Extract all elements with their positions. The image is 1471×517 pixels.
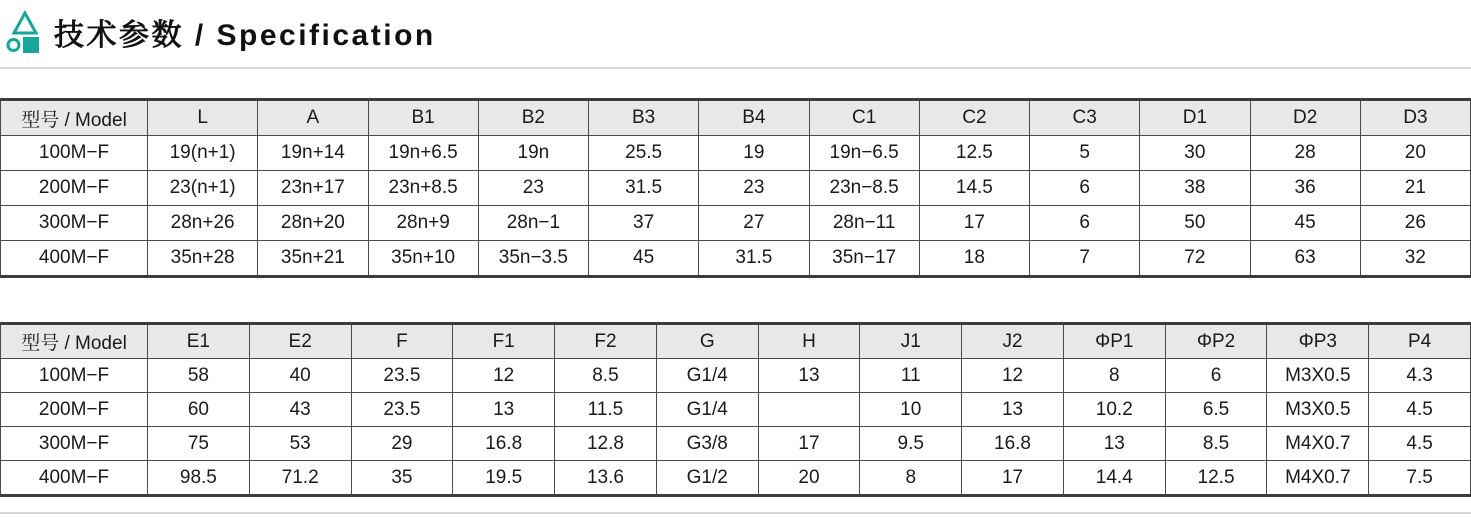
dimension-column-header: ΦP3 [1267,324,1369,359]
value-cell: 35n−17 [809,241,919,277]
value-cell: 6 [1030,206,1140,241]
dimension-column-header: J1 [860,324,962,359]
value-cell: 25.5 [589,136,699,171]
value-cell: 43 [249,393,351,427]
model-cell: 100M−F [1,359,148,393]
value-cell: 4.5 [1369,393,1471,427]
dimension-column-header: B2 [478,100,588,136]
dimension-column-header: F [351,324,453,359]
value-cell: 28n+26 [148,206,258,241]
model-cell: 100M−F [1,136,148,171]
value-cell: 29 [351,427,453,461]
dimension-column-header: D2 [1250,100,1360,136]
value-cell: M3X0.5 [1267,359,1369,393]
value-cell: 19n+6.5 [368,136,478,171]
value-cell: 19n+14 [258,136,368,171]
value-cell: G1/2 [656,461,758,496]
table-row [1,461,1471,496]
section-header [6,10,436,54]
value-cell: 6.5 [1165,393,1267,427]
value-cell: 53 [249,427,351,461]
value-cell: 7 [1030,241,1140,277]
dimension-column-header: A [258,100,368,136]
value-cell: 28 [1250,136,1360,171]
value-cell: 23 [699,171,809,206]
value-cell: 11 [860,359,962,393]
dimension-column-header: E2 [249,324,351,359]
value-cell: 11.5 [555,393,657,427]
value-cell: 4.3 [1369,359,1471,393]
value-cell: 35n+10 [368,241,478,277]
value-cell: 35n−3.5 [478,241,588,277]
value-cell: 20 [1360,136,1470,171]
value-cell: 50 [1140,206,1250,241]
value-cell: 45 [1250,206,1360,241]
value-cell: M3X0.5 [1267,393,1369,427]
value-cell: 13 [962,393,1064,427]
model-cell: 200M−F [1,393,148,427]
value-cell: 38 [1140,171,1250,206]
value-cell: 30 [1140,136,1250,171]
value-cell: 13.6 [555,461,657,496]
dimension-column-header: C2 [919,100,1029,136]
value-cell: 17 [758,427,860,461]
dimension-column-header: L [148,100,258,136]
value-cell: 13 [453,393,555,427]
value-cell: 35n+28 [148,241,258,277]
value-cell: 31.5 [699,241,809,277]
value-cell: 37 [589,206,699,241]
geometric-shapes-icon [6,10,44,54]
value-cell: 7.5 [1369,461,1471,496]
value-cell: 19n−6.5 [809,136,919,171]
value-cell: 35n+21 [258,241,368,277]
spec-table-dimensions-1 [0,98,1471,278]
value-cell: 28n−11 [809,206,919,241]
value-cell: 18 [919,241,1029,277]
header-divider [0,67,1471,69]
value-cell: 45 [589,241,699,277]
value-cell: 21 [1360,171,1470,206]
dimension-column-header: J2 [962,324,1064,359]
value-cell: 8 [1063,359,1165,393]
table-row [1,241,1471,277]
dimension-column-header: ΦP1 [1063,324,1165,359]
model-column-header: 型号 / Model [1,100,148,136]
value-cell: 16.8 [962,427,1064,461]
value-cell: 17 [962,461,1064,496]
value-cell: 12.5 [1165,461,1267,496]
value-cell: 17 [919,206,1029,241]
value-cell: 14.5 [919,171,1029,206]
value-cell: 8.5 [555,359,657,393]
value-cell: 36 [1250,171,1360,206]
value-cell: 16.8 [453,427,555,461]
header-row [1,324,1471,359]
dimension-column-header: C1 [809,100,919,136]
table-row [1,359,1471,393]
dimension-column-header: B1 [368,100,478,136]
value-cell: 28n+9 [368,206,478,241]
value-cell: 23 [478,171,588,206]
value-cell: 63 [1250,241,1360,277]
model-cell: 300M−F [1,206,148,241]
value-cell: G1/4 [656,359,758,393]
value-cell: 23n−8.5 [809,171,919,206]
value-cell: 31.5 [589,171,699,206]
value-cell: 98.5 [148,461,250,496]
value-cell: 9.5 [860,427,962,461]
dimension-column-header: E1 [148,324,250,359]
value-cell: 8 [860,461,962,496]
value-cell: 19 [699,136,809,171]
dimension-column-header: C3 [1030,100,1140,136]
value-cell: 4.5 [1369,427,1471,461]
model-column-header: 型号 / Model [1,324,148,359]
dimension-column-header: F1 [453,324,555,359]
model-cell: 300M−F [1,427,148,461]
header-row [1,100,1471,136]
dimension-column-header: D3 [1360,100,1470,136]
footer-divider [0,512,1471,514]
dimension-column-header: G [656,324,758,359]
value-cell: 58 [148,359,250,393]
value-cell: 71.2 [249,461,351,496]
value-cell: 10.2 [1063,393,1165,427]
page-title: 技术参数 / Specification [54,19,436,52]
value-cell: M4X0.7 [1267,461,1369,496]
value-cell: 19n [478,136,588,171]
value-cell: 19.5 [453,461,555,496]
table-row [1,206,1471,241]
value-cell: 23.5 [351,359,453,393]
value-cell: 14.4 [1063,461,1165,496]
value-cell: 72 [1140,241,1250,277]
model-cell: 400M−F [1,461,148,496]
value-cell: 12.8 [555,427,657,461]
dimension-column-header: D1 [1140,100,1250,136]
value-cell: 13 [1063,427,1165,461]
value-cell: 28n−1 [478,206,588,241]
value-cell: 10 [860,393,962,427]
dimension-column-header: F2 [555,324,657,359]
table-row [1,393,1471,427]
value-cell: 5 [1030,136,1140,171]
value-cell: G1/4 [656,393,758,427]
dimension-column-header: ΦP2 [1165,324,1267,359]
table-row [1,171,1471,206]
value-cell: 23n+17 [258,171,368,206]
value-cell: 12 [962,359,1064,393]
dimension-column-header: B4 [699,100,809,136]
value-cell: 12 [453,359,555,393]
value-cell: 8.5 [1165,427,1267,461]
value-cell: 28n+20 [258,206,368,241]
value-cell: 6 [1030,171,1140,206]
table-row [1,136,1471,171]
value-cell: 40 [249,359,351,393]
value-cell: 6 [1165,359,1267,393]
value-cell: 35 [351,461,453,496]
value-cell: 23(n+1) [148,171,258,206]
value-cell: 75 [148,427,250,461]
model-cell: 400M−F [1,241,148,277]
value-cell: M4X0.7 [1267,427,1369,461]
value-cell [758,393,860,427]
table-row [1,427,1471,461]
spec-table-dimensions-2 [0,322,1471,497]
value-cell: G3/8 [656,427,758,461]
model-cell: 200M−F [1,171,148,206]
dimension-column-header: P4 [1369,324,1471,359]
value-cell: 20 [758,461,860,496]
value-cell: 26 [1360,206,1470,241]
value-cell: 12.5 [919,136,1029,171]
dimension-column-header: H [758,324,860,359]
value-cell: 27 [699,206,809,241]
value-cell: 19(n+1) [148,136,258,171]
value-cell: 23n+8.5 [368,171,478,206]
value-cell: 60 [148,393,250,427]
dimension-column-header: B3 [589,100,699,136]
value-cell: 13 [758,359,860,393]
value-cell: 32 [1360,241,1470,277]
value-cell: 23.5 [351,393,453,427]
